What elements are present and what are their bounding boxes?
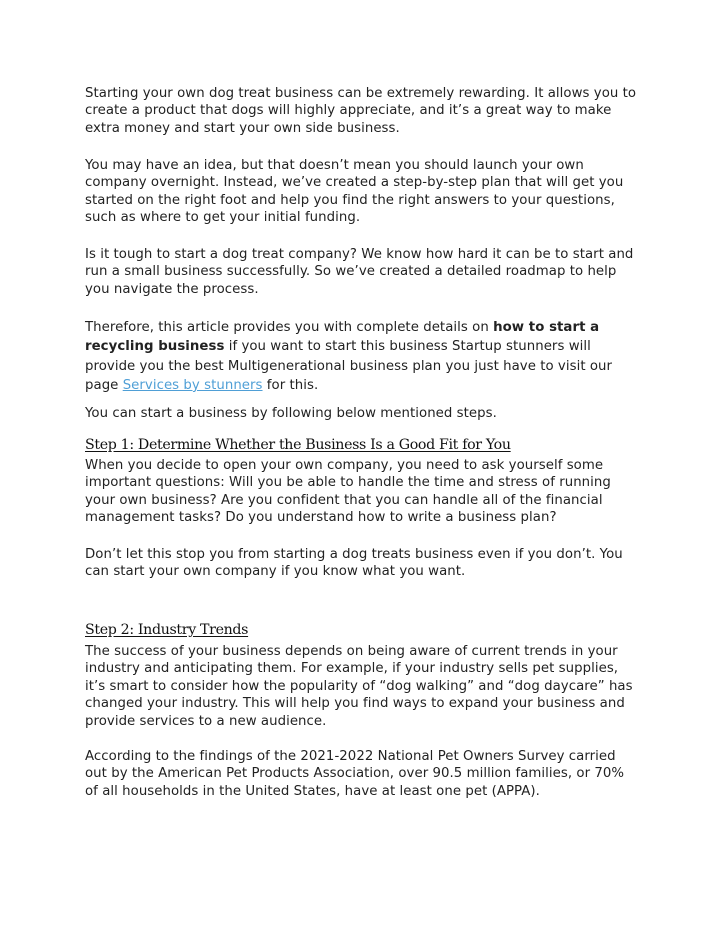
- steps-intro-paragraph: You can start a business by following below mentioned steps.: [85, 406, 497, 421]
- article-details-text-start: Therefore, this article provides you with complete details on: [85, 320, 494, 335]
- step1-questions-paragraph: When you decide to open your own company, you need to ask yourself some important questions: Will you be able to handle the time and stress of running your own business? Are you confident that you can handle all of the financial management tasks? Do you understand how to write a business plan?: [85, 458, 611, 526]
- plan-paragraph: You may have an idea, but that doesn’t mean you should launch your own company overnight. Instead, we’ve created a step-by-step plan that will get you started on the right foot and help you find the right answers to your questions, such as where to get your initial funding.: [85, 158, 624, 226]
- step1-encouragement-paragraph: Don’t let this stop you from starting a dog treats business even if you don’t. You can start your own company if you know what you want.: [85, 547, 623, 580]
- intro-paragraph: Starting your own dog treat business can be extremely rewarding. It allows you to create a product that dogs will highly appreciate, and it’s a great way to make extra money and start your own side business.: [85, 86, 637, 136]
- step2-heading: Step 2: Industry Trends: [85, 622, 249, 638]
- bold-keyword: how to start a recycling business: [85, 320, 600, 355]
- roadmap-paragraph: Is it tough to start a dog treat company? We know how hard it can be to start and run a small business successfully. So we’ve created a detailed roadmap to help you navigate the process.: [85, 247, 634, 297]
- services-link[interactable]: Services by stunners: [122, 377, 263, 393]
- step2-trends-paragraph: The success of your business depends on being aware of current trends in your industry and anticipating them. For example, if your industry sells pet supplies, it’s smart to consider how the popularity of “dog walking” and “dog daycare” has changed your industry. This will help you find ways to expand your business and provide services to a new audience.: [85, 644, 633, 729]
- step1-heading: Step 1: Determine Whether the Business Is a Good Fit for You: [85, 437, 511, 453]
- article-details-paragraph: [85, 318, 640, 395]
- article-details-text-end: for this.: [262, 377, 319, 393]
- step2-survey-paragraph: According to the findings of the 2021-2022 National Pet Owners Survey carried out by the American Pet Products Association, over 90.5 million families, or 70% of all households in the United States, have at least one pet (APPA).: [85, 749, 625, 799]
- article-details-text-middle: if you want to start this business Startup stunners will provide you the best Multigenerational business plan you just have to visit our page: [85, 339, 613, 393]
